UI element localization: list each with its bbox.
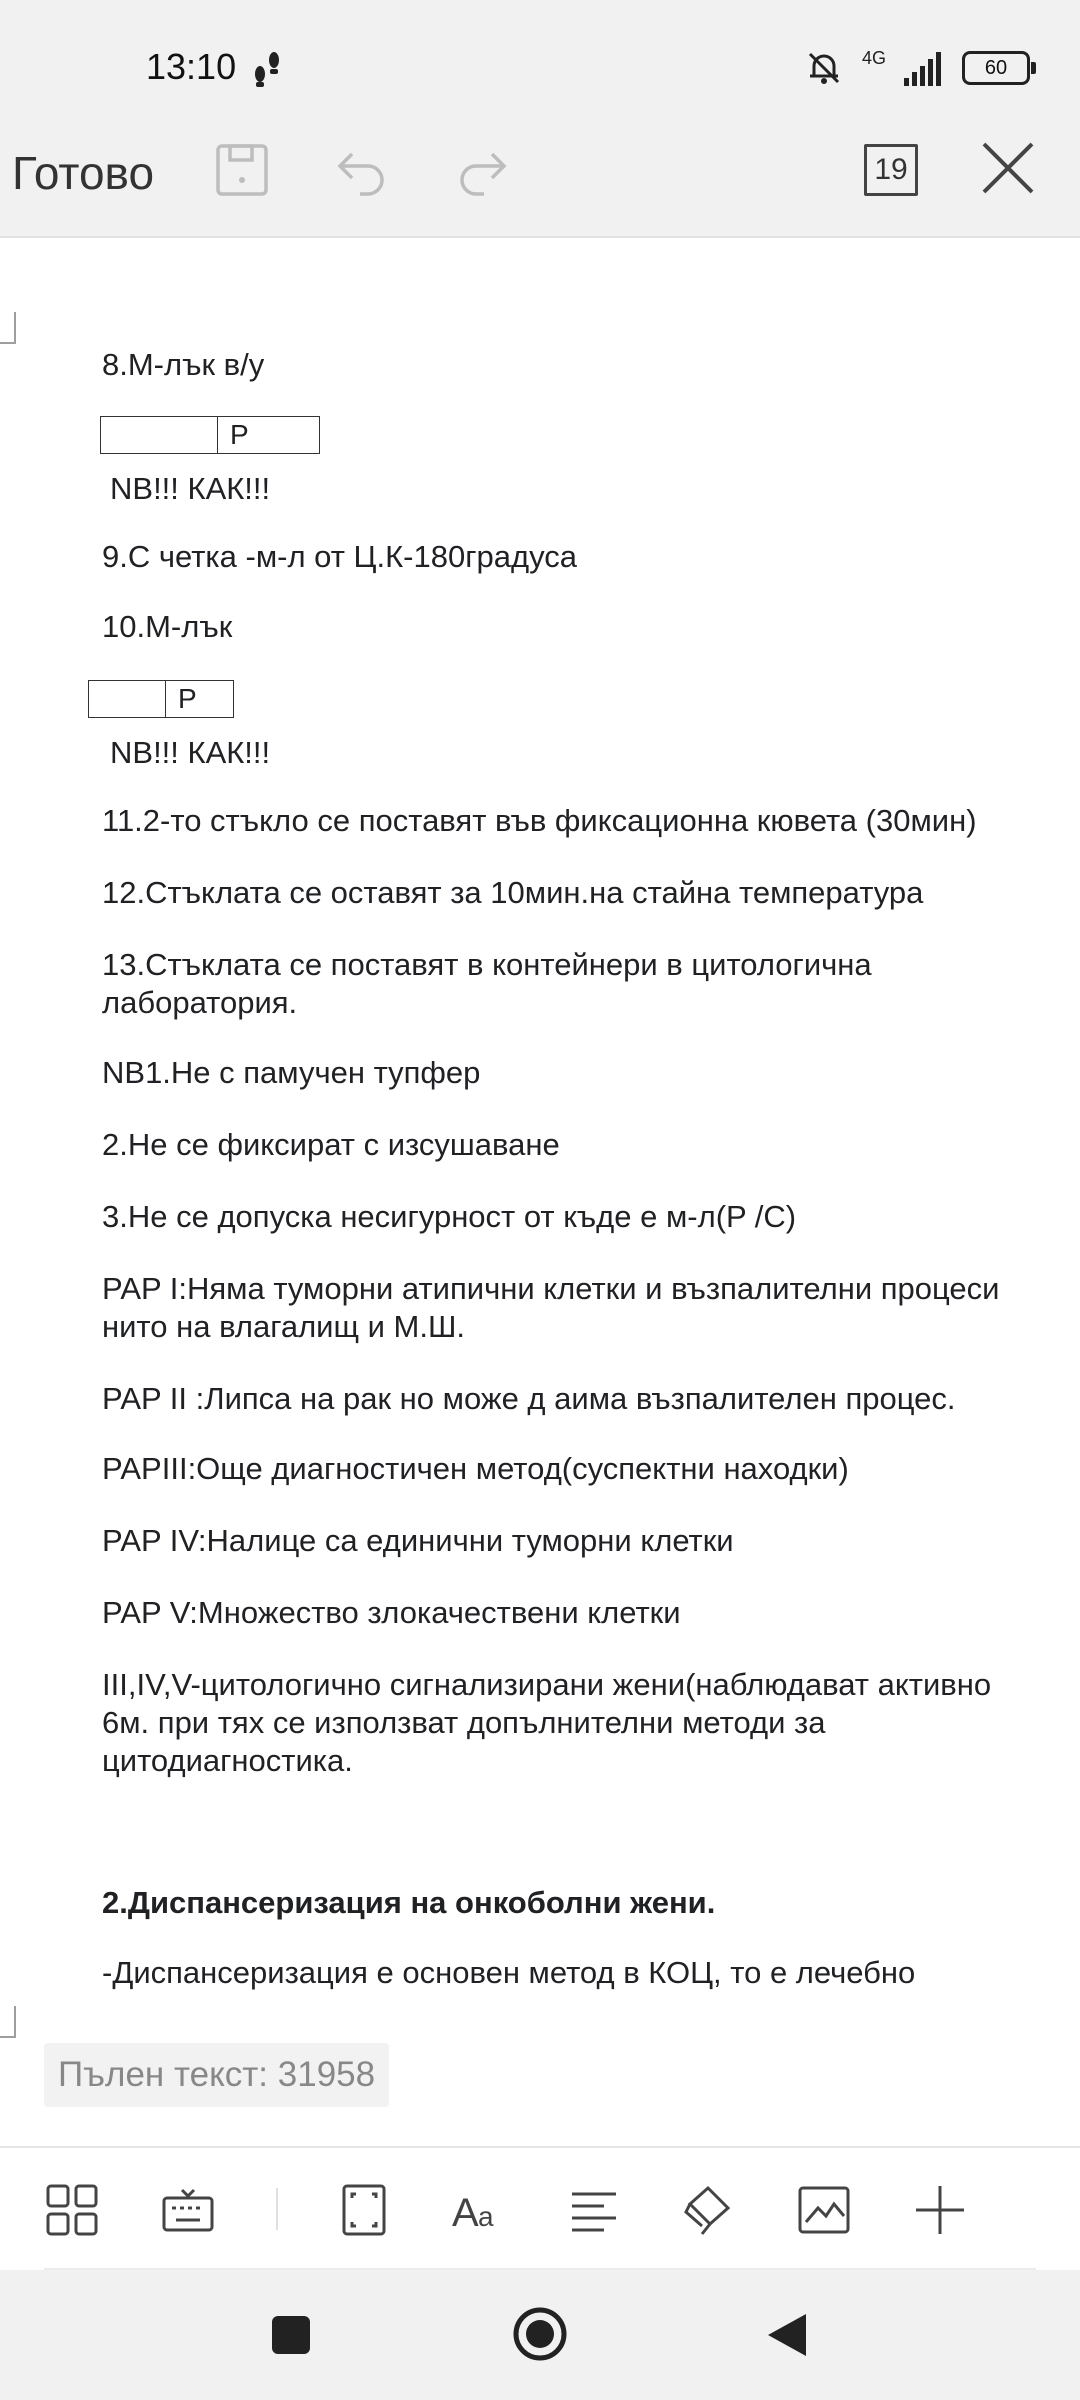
battery-indicator: 60 <box>962 51 1030 85</box>
navigation-bar <box>0 2270 1080 2400</box>
doc-paragraph[interactable]: PAPIII:Още диагностичен метод(суспектни находки) <box>102 1451 849 1486</box>
doc-paragraph[interactable]: лаборатория. <box>102 985 298 1020</box>
doc-heading[interactable]: 2.Диспансеризация на онкоболни жени. <box>102 1885 716 1920</box>
format-brush-icon[interactable] <box>680 2182 736 2238</box>
home-icon[interactable] <box>512 2306 568 2362</box>
fullscreen-icon[interactable] <box>336 2182 392 2238</box>
doc-paragraph[interactable]: -Диспансеризация е основен метод в КОЦ, то е лечебно <box>102 1955 916 1990</box>
doc-paragraph[interactable]: 8.М-лък в/у <box>102 347 265 382</box>
doc-paragraph[interactable]: 13.Стъклата се поставят в контейнери в цитологична <box>102 947 872 982</box>
save-icon[interactable] <box>212 140 272 200</box>
doc-paragraph[interactable]: 12.Стъклата се оставят за 10мин.на стайна температура <box>102 875 924 910</box>
keyboard-icon[interactable] <box>160 2182 216 2238</box>
recent-apps-icon[interactable] <box>266 2310 316 2360</box>
doc-paragraph[interactable]: 10.М-лък <box>102 609 233 644</box>
network-type: 4G <box>861 47 886 68</box>
doc-paragraph[interactable]: NB1.Не с памучен тупфер <box>102 1055 481 1090</box>
svg-text:a: a <box>478 2201 494 2232</box>
page-count-button[interactable]: 19 <box>864 144 918 196</box>
document-page[interactable] <box>0 238 1080 2038</box>
doc-paragraph[interactable]: PAP V:Множество злокачествени клетки <box>102 1595 681 1630</box>
doc-paragraph[interactable]: 6м. при тях се използват допълнителни методи за <box>102 1705 826 1740</box>
status-bar <box>0 0 1080 110</box>
doc-paragraph[interactable]: 9.С четка -м-л от Ц.К-180градуса <box>102 539 577 574</box>
doc-table[interactable] <box>88 680 234 718</box>
toolbar-separator <box>276 2188 278 2230</box>
plus-icon[interactable] <box>912 2182 968 2238</box>
table-cell[interactable]: Р <box>218 417 320 454</box>
page-margin-mark <box>0 2006 16 2038</box>
redo-icon[interactable] <box>452 140 512 200</box>
doc-paragraph[interactable]: 2.Не се фиксират с изсушаване <box>102 1127 560 1162</box>
close-icon[interactable] <box>978 138 1038 198</box>
font-icon[interactable] <box>450 2182 506 2238</box>
align-icon[interactable] <box>566 2182 622 2238</box>
doc-table[interactable] <box>100 416 320 454</box>
status-icons <box>802 46 1030 90</box>
page-margin-mark <box>0 312 16 344</box>
undo-icon[interactable] <box>332 140 392 200</box>
table-cell-empty[interactable] <box>89 681 166 718</box>
doc-paragraph[interactable]: PAP I:Няма туморни атипични клетки и възпалителни процеси <box>102 1271 1000 1306</box>
word-count-badge[interactable]: Пълен текст: 31958 <box>44 2043 389 2107</box>
image-icon[interactable] <box>796 2182 852 2238</box>
doc-paragraph[interactable]: NB!!! КАК!!! <box>110 735 271 770</box>
back-icon[interactable] <box>762 2310 812 2360</box>
apps-icon[interactable] <box>44 2182 100 2238</box>
doc-paragraph[interactable]: PAP II :Липса на рак но може д аима възпалителен процес. <box>102 1381 956 1416</box>
done-button[interactable]: Готово <box>12 147 155 199</box>
doc-paragraph[interactable]: NB!!! КАК!!! <box>110 471 271 506</box>
doc-paragraph[interactable]: цитодиагностика. <box>102 1743 353 1778</box>
status-time: 13:10 <box>146 46 237 87</box>
doc-paragraph[interactable]: PAP IV:Налице са единични туморни клетки <box>102 1523 734 1558</box>
doc-paragraph[interactable]: нито на влагалищ и М.Ш. <box>102 1309 465 1344</box>
signal-icon <box>902 50 946 86</box>
doc-paragraph[interactable]: III,IV,V-цитологично сигнализирани жени(наблюдават активно <box>102 1667 992 1702</box>
doc-paragraph[interactable]: 11.2-то стъкло се поставят във фиксационна кювета (30мин) <box>102 803 977 838</box>
svg-text:A: A <box>452 2191 479 2235</box>
bottom-toolbar <box>0 2146 1080 2270</box>
doc-paragraph[interactable]: 3.Не се допуска несигурност от къде е м-л(P /C) <box>102 1199 797 1234</box>
table-cell[interactable]: Р <box>166 681 234 718</box>
steps-icon <box>250 48 284 88</box>
table-cell-empty[interactable] <box>101 417 218 454</box>
editor-toolbar <box>0 110 1080 238</box>
mute-notification-icon <box>802 46 846 90</box>
